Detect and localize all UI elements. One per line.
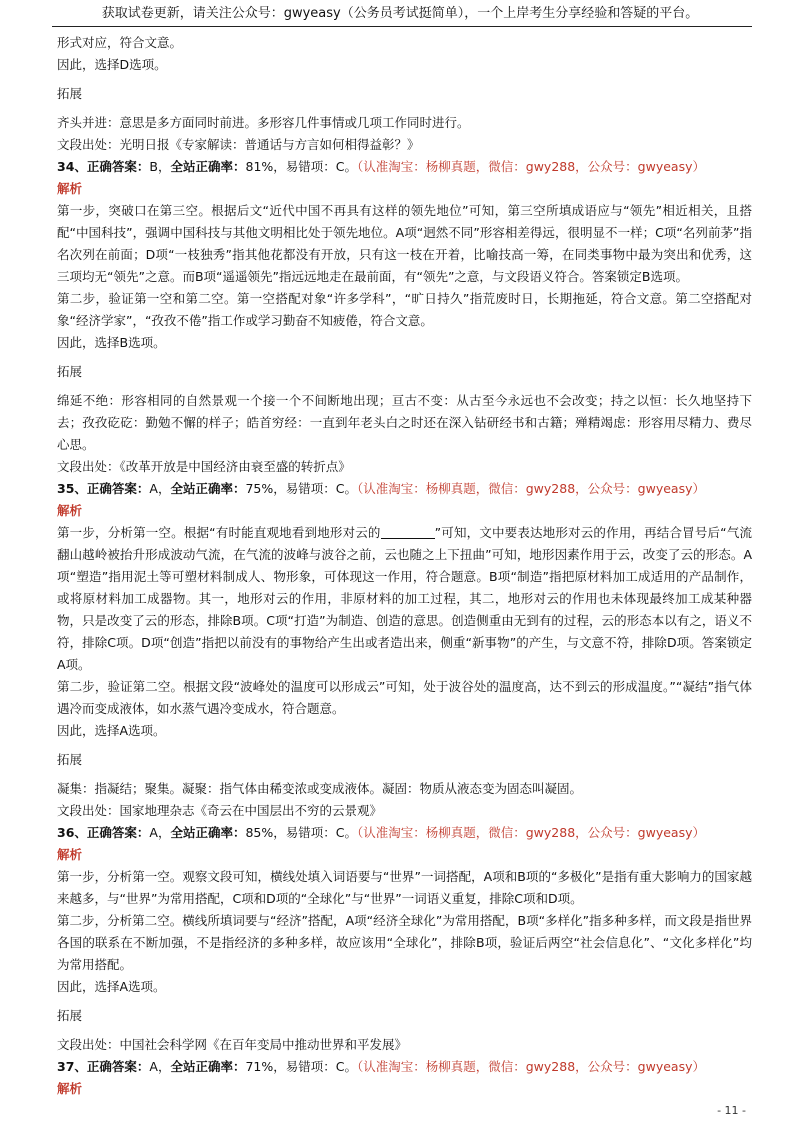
accuracy-label: 全站正确率： xyxy=(170,825,246,840)
paragraph: 第二步，验证第二空。根据文段“波峰处的温度可以形成云”可知，处于波谷处的温度高，达不到云的形成温度。”“凝结”指气体遇冷而变成液体，如水蒸气遇冷变成水，符合题意。 xyxy=(57,679,752,716)
paragraph: 形式对应，符合文意。 xyxy=(57,35,183,50)
paragraph: 文段出处：中国社会科学网《在百年变局中推动世界和平发展》 xyxy=(57,1037,408,1052)
promo-note: （认准淘宝：杨柳真题，微信：gwy288，公众号：gwyeasy） xyxy=(357,1059,705,1074)
paragraph: 绵延不绝：形容相同的自然景观一个接一个不间断地出现；亘古不变：从古至今永远也不会改变；持之以恒：长久地坚持下去；孜孜矻矻：勤勉不懈的样子；皓首穷经：一直到年老头白之时还在深入钻研经书和古籍；殚精竭虑：形容用尽精力、费尽心思。 xyxy=(57,393,752,452)
paragraph: 文段出处：光明日报《专家解读：普通话与方言如何相得益彰？》 xyxy=(57,137,420,152)
spacer xyxy=(57,383,752,390)
section-heading-analysis: 解析 xyxy=(57,181,83,196)
answer-value: A， xyxy=(149,825,171,840)
paragraph: 凝集：指凝结；聚集。凝聚：指气体由稀变浓或变成液体。凝固：物质从液态变为固态叫凝固。 xyxy=(57,781,583,796)
accuracy-value: 81%，易错项：C。 xyxy=(245,159,358,174)
accuracy-value: 75%，易错项：C。 xyxy=(245,481,357,496)
promo-note: （认准淘宝：杨柳真题，微信：gwy288，公众号：gwyeasy） xyxy=(357,825,705,840)
answer-label: 36、正确答案： xyxy=(57,825,150,840)
accuracy-label: 全站正确率： xyxy=(170,1059,246,1074)
answer-line xyxy=(57,1056,752,1078)
page-header xyxy=(0,0,800,30)
accuracy-label: 全站正确率： xyxy=(170,481,246,496)
paragraph: 因此，选择A选项。 xyxy=(57,723,166,738)
section-heading-extension: 拓展 xyxy=(57,752,83,767)
promo-note: （认准淘宝：杨柳真题，微信：gwy288，公众号：gwyeasy） xyxy=(357,481,705,496)
answer-value: A， xyxy=(149,1059,171,1074)
paragraph-text: 第一步，分析第一空。根据“有时能直观地看到地形对云的 xyxy=(57,525,381,540)
spacer xyxy=(57,771,752,778)
section-heading-analysis: 解析 xyxy=(57,847,83,862)
promo-note: （认准淘宝：杨柳真题，微信：gwy288，公众号：gwyeasy） xyxy=(357,159,705,174)
spacer xyxy=(57,354,752,361)
spacer xyxy=(57,998,752,1005)
paragraph xyxy=(57,522,752,676)
section-heading-analysis: 解析 xyxy=(57,503,83,518)
answer-label: 37、正确答案： xyxy=(57,1059,150,1074)
answer-line xyxy=(57,822,752,844)
section-heading-extension: 拓展 xyxy=(57,86,83,101)
section-heading-extension: 拓展 xyxy=(57,364,83,379)
paragraph: 因此，选择B选项。 xyxy=(57,335,166,350)
paragraph: 第二步，验证第一空和第二空。第一空搭配对象“许多学科”，“旷日持久”指荒废时日，长期拖延，符合文意。第二空搭配对象“经济学家”，“孜孜不倦”指工作或学习勤奋不知疲倦，符合文意。 xyxy=(57,291,752,328)
spacer xyxy=(57,76,752,83)
paragraph: 因此，选择A选项。 xyxy=(57,979,166,994)
spacer xyxy=(57,742,752,749)
paragraph: 第一步，突破口在第三空。根据后文“近代中国不再具有这样的领先地位”可知，第三空所填成语应与“领先”相近相关，且搭配“中国科技”，强调中国科技与其他文明相比处于领先地位。A项“迥然不同”形容相差得远，很明显不一样；C项“名列前茅”指名次列在前面；D项“一枝独秀”指其他花都没有开放，只有这一枝在开着，比喻技高一筹，在同类事物中最为突出和优秀，这三项均无“领先”之意。而B项“遥遥领先”指远远地走在最前面，有“领先”之意，与文段语义符合。答案锁定B选项。 xyxy=(57,203,752,284)
paragraph: 因此，选择D选项。 xyxy=(57,57,167,72)
fill-in-blank xyxy=(381,524,435,539)
paragraph: 齐头并进：意思是多方面同时前进。多形容几件事情或几项工作同时进行。 xyxy=(57,115,470,130)
paragraph: 第二步，分析第二空。横线所填词要与“经济”搭配，A项“经济全球化”为常用搭配，B项“多样化”指多种多样，而文段是指世界各国的联系在不断加强，不是指经济的多种多样，故应该用“全球化”，排除B项，验证后两空“社会信息化”、“文化多样化”均为常用搭配。 xyxy=(57,913,752,972)
answer-label: 34、正确答案： xyxy=(57,159,150,174)
answer-value: B， xyxy=(149,159,171,174)
page-number: - 11 - xyxy=(717,1104,746,1117)
section-heading-extension: 拓展 xyxy=(57,1008,83,1023)
spacer xyxy=(57,1027,752,1034)
header-notice: 获取试卷更新，请关注公众号：gwyeasy（公务员考试挺简单），一个上岸考生分享经验和答疑的平台。 xyxy=(101,6,699,21)
header-divider xyxy=(52,26,752,27)
accuracy-value: 85%，易错项：C。 xyxy=(245,825,357,840)
accuracy-value: 71%，易错项：C。 xyxy=(245,1059,357,1074)
paragraph: 文段出处：国家地理杂志《奇云在中国层出不穷的云景观》 xyxy=(57,803,383,818)
spacer xyxy=(57,105,752,112)
answer-label: 35、正确答案： xyxy=(57,481,150,496)
accuracy-label: 全站正确率： xyxy=(170,159,246,174)
section-heading-analysis: 解析 xyxy=(57,1081,83,1096)
answer-line xyxy=(57,156,752,178)
answer-value: A， xyxy=(149,481,171,496)
paragraph-text: ”可知，文中要表达地形对云的作用，再结合冒号后“气流翻山越岭被抬升形成波动气流，在气流的波峰与波谷之前，云也随之上下扭曲”可知，地形因素作用于云，改变了云的形态。A项“塑造”指用泥土等可塑材料制成人、物形象，可体现这一作用，符合题意。B项“制造”指把原材料加工成适用的产品制作，或将原材料加工成器物。其一，地形对云的作用，非原材料的加工过程，其二，地形对云的作用也未体现最终加工成某种器物，只是改变了云的形态，排除B项。C项“打造”为制造、创造的意思。创造侧重由无到有的过程，云的形态本以有之，语义不符，排除C项。D项“创造”指把以前没有的事物给产生出或者造出来，侧重“新事物”的产生，与文意不符，排除D项。答案锁定A项。 xyxy=(57,525,753,672)
paragraph: 文段出处：《改革开放是中国经济由衰至盛的转折点》 xyxy=(57,459,351,474)
paragraph: 第一步，分析第一空。观察文段可知，横线处填入词语要与“世界”一词搭配，A项和B项的“多极化”是指有重大影响力的国家越来越多，与“世界”为常用搭配，C项和D项的“全球化”与“世界”一词语义重复，排除C项和D项。 xyxy=(57,869,752,906)
answer-explanations xyxy=(57,32,752,1100)
answer-line xyxy=(57,478,752,500)
